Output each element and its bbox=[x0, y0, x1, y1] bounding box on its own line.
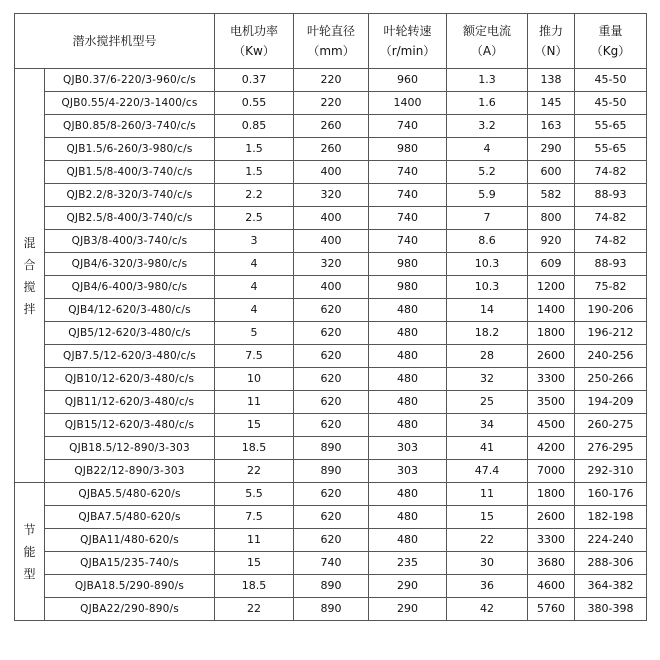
diameter-cell: 320 bbox=[294, 253, 369, 276]
diameter-cell: 620 bbox=[294, 391, 369, 414]
table-row bbox=[15, 483, 647, 506]
weight-cell: 288-306 bbox=[575, 552, 647, 575]
model-cell: QJB4/12-620/3-480/c/s bbox=[45, 299, 215, 322]
diameter-cell: 220 bbox=[294, 69, 369, 92]
power-cell: 15 bbox=[215, 414, 294, 437]
model-cell: QJB2.2/8-320/3-740/c/s bbox=[45, 184, 215, 207]
current-cell: 42 bbox=[447, 598, 528, 621]
power-cell: 0.85 bbox=[215, 115, 294, 138]
current-cell: 32 bbox=[447, 368, 528, 391]
table-row bbox=[15, 414, 647, 437]
weight-cell: 276-295 bbox=[575, 437, 647, 460]
table-row bbox=[15, 184, 647, 207]
current-cell: 4 bbox=[447, 138, 528, 161]
power-cell: 18.5 bbox=[215, 575, 294, 598]
current-cell: 18.2 bbox=[447, 322, 528, 345]
speed-cell: 480 bbox=[369, 529, 447, 552]
current-cell: 1.3 bbox=[447, 69, 528, 92]
thrust-cell: 2600 bbox=[528, 506, 575, 529]
table-row bbox=[15, 161, 647, 184]
weight-cell: 182-198 bbox=[575, 506, 647, 529]
power-cell: 4 bbox=[215, 276, 294, 299]
header-current-unit: （A） bbox=[470, 44, 504, 58]
table-row bbox=[15, 276, 647, 299]
category-cell bbox=[15, 483, 45, 621]
current-cell: 10.3 bbox=[447, 253, 528, 276]
power-cell: 22 bbox=[215, 460, 294, 483]
thrust-cell: 4500 bbox=[528, 414, 575, 437]
model-cell: QJB3/8-400/3-740/c/s bbox=[45, 230, 215, 253]
power-cell: 18.5 bbox=[215, 437, 294, 460]
speed-cell: 290 bbox=[369, 575, 447, 598]
table-row bbox=[15, 69, 647, 92]
thrust-cell: 3680 bbox=[528, 552, 575, 575]
header-power-name: 电机功率 bbox=[230, 24, 279, 38]
thrust-cell: 800 bbox=[528, 207, 575, 230]
thrust-cell: 4600 bbox=[528, 575, 575, 598]
speed-cell: 980 bbox=[369, 253, 447, 276]
weight-cell: 196-212 bbox=[575, 322, 647, 345]
category-char: 搅 bbox=[23, 279, 36, 294]
thrust-cell: 145 bbox=[528, 92, 575, 115]
diameter-cell: 890 bbox=[294, 437, 369, 460]
header-speed-unit: （r/min） bbox=[379, 44, 436, 58]
power-cell: 11 bbox=[215, 529, 294, 552]
power-cell: 2.2 bbox=[215, 184, 294, 207]
weight-cell: 88-93 bbox=[575, 184, 647, 207]
table-row bbox=[15, 552, 647, 575]
speed-cell: 480 bbox=[369, 322, 447, 345]
thrust-cell: 1200 bbox=[528, 276, 575, 299]
model-cell: QJBA15/235-740/s bbox=[45, 552, 215, 575]
table-row bbox=[15, 391, 647, 414]
model-cell: QJB0.37/6-220/3-960/c/s bbox=[45, 69, 215, 92]
speed-cell: 303 bbox=[369, 460, 447, 483]
table-row bbox=[15, 598, 647, 621]
weight-cell: 88-93 bbox=[575, 253, 647, 276]
diameter-cell: 400 bbox=[294, 276, 369, 299]
power-cell: 5 bbox=[215, 322, 294, 345]
header-diameter bbox=[294, 14, 369, 69]
model-cell: QJB18.5/12-890/3-303 bbox=[45, 437, 215, 460]
power-cell: 5.5 bbox=[215, 483, 294, 506]
thrust-cell: 138 bbox=[528, 69, 575, 92]
weight-cell: 45-50 bbox=[575, 92, 647, 115]
table-row bbox=[15, 368, 647, 391]
thrust-cell: 290 bbox=[528, 138, 575, 161]
weight-cell: 74-82 bbox=[575, 207, 647, 230]
diameter-cell: 620 bbox=[294, 345, 369, 368]
current-cell: 1.6 bbox=[447, 92, 528, 115]
header-speed bbox=[369, 14, 447, 69]
weight-cell: 55-65 bbox=[575, 138, 647, 161]
thrust-cell: 5760 bbox=[528, 598, 575, 621]
weight-cell: 292-310 bbox=[575, 460, 647, 483]
weight-cell: 194-209 bbox=[575, 391, 647, 414]
model-cell: QJBA5.5/480-620/s bbox=[45, 483, 215, 506]
model-cell: QJB0.85/8-260/3-740/c/s bbox=[45, 115, 215, 138]
model-cell: QJB15/12-620/3-480/c/s bbox=[45, 414, 215, 437]
model-cell: QJB4/6-400/3-980/c/s bbox=[45, 276, 215, 299]
speed-cell: 290 bbox=[369, 598, 447, 621]
header-weight-name: 重量 bbox=[598, 24, 623, 38]
model-cell: QJB1.5/8-400/3-740/c/s bbox=[45, 161, 215, 184]
power-cell: 1.5 bbox=[215, 138, 294, 161]
diameter-cell: 890 bbox=[294, 598, 369, 621]
table-row bbox=[15, 92, 647, 115]
header-thrust bbox=[528, 14, 575, 69]
current-cell: 8.6 bbox=[447, 230, 528, 253]
power-cell: 7.5 bbox=[215, 345, 294, 368]
table-row bbox=[15, 345, 647, 368]
table-row bbox=[15, 115, 647, 138]
speed-cell: 1400 bbox=[369, 92, 447, 115]
power-cell: 7.5 bbox=[215, 506, 294, 529]
speed-cell: 740 bbox=[369, 230, 447, 253]
header-model-label: 潜水搅拌机型号 bbox=[72, 34, 157, 48]
table-row bbox=[15, 437, 647, 460]
diameter-cell: 400 bbox=[294, 161, 369, 184]
model-cell: QJBA7.5/480-620/s bbox=[45, 506, 215, 529]
weight-cell: 74-82 bbox=[575, 161, 647, 184]
diameter-cell: 620 bbox=[294, 322, 369, 345]
thrust-cell: 609 bbox=[528, 253, 575, 276]
header-model bbox=[15, 14, 215, 69]
table-row bbox=[15, 253, 647, 276]
model-cell: QJB2.5/8-400/3-740/c/s bbox=[45, 207, 215, 230]
diameter-cell: 260 bbox=[294, 138, 369, 161]
diameter-cell: 400 bbox=[294, 230, 369, 253]
speed-cell: 480 bbox=[369, 414, 447, 437]
model-cell: QJBA22/290-890/s bbox=[45, 598, 215, 621]
header-power bbox=[215, 14, 294, 69]
table-row bbox=[15, 529, 647, 552]
current-cell: 47.4 bbox=[447, 460, 528, 483]
power-cell: 4 bbox=[215, 253, 294, 276]
current-cell: 10.3 bbox=[447, 276, 528, 299]
speed-cell: 740 bbox=[369, 207, 447, 230]
current-cell: 34 bbox=[447, 414, 528, 437]
power-cell: 22 bbox=[215, 598, 294, 621]
model-cell: QJB1.5/6-260/3-980/c/s bbox=[45, 138, 215, 161]
model-cell: QJB4/6-320/3-980/c/s bbox=[45, 253, 215, 276]
thrust-cell: 1800 bbox=[528, 483, 575, 506]
diameter-cell: 620 bbox=[294, 368, 369, 391]
weight-cell: 380-398 bbox=[575, 598, 647, 621]
thrust-cell: 3500 bbox=[528, 391, 575, 414]
category-char: 拌 bbox=[23, 301, 36, 316]
speed-cell: 980 bbox=[369, 276, 447, 299]
thrust-cell: 7000 bbox=[528, 460, 575, 483]
model-cell: QJB11/12-620/3-480/c/s bbox=[45, 391, 215, 414]
model-cell: QJBA18.5/290-890/s bbox=[45, 575, 215, 598]
thrust-cell: 600 bbox=[528, 161, 575, 184]
thrust-cell: 3300 bbox=[528, 368, 575, 391]
thrust-cell: 163 bbox=[528, 115, 575, 138]
thrust-cell: 4200 bbox=[528, 437, 575, 460]
speed-cell: 740 bbox=[369, 115, 447, 138]
diameter-cell: 220 bbox=[294, 92, 369, 115]
power-cell: 0.37 bbox=[215, 69, 294, 92]
table-row bbox=[15, 207, 647, 230]
power-cell: 11 bbox=[215, 391, 294, 414]
speed-cell: 480 bbox=[369, 368, 447, 391]
current-cell: 25 bbox=[447, 391, 528, 414]
category-char: 混 bbox=[23, 235, 36, 250]
table-row bbox=[15, 299, 647, 322]
power-cell: 1.5 bbox=[215, 161, 294, 184]
speed-cell: 480 bbox=[369, 299, 447, 322]
diameter-cell: 260 bbox=[294, 115, 369, 138]
thrust-cell: 920 bbox=[528, 230, 575, 253]
model-cell: QJB0.55/4-220/3-1400/cs bbox=[45, 92, 215, 115]
speed-cell: 480 bbox=[369, 345, 447, 368]
speed-cell: 740 bbox=[369, 184, 447, 207]
weight-cell: 74-82 bbox=[575, 230, 647, 253]
header-current-name: 额定电流 bbox=[463, 24, 512, 38]
speed-cell: 480 bbox=[369, 483, 447, 506]
diameter-cell: 740 bbox=[294, 552, 369, 575]
current-cell: 5.9 bbox=[447, 184, 528, 207]
table-row bbox=[15, 322, 647, 345]
power-cell: 2.5 bbox=[215, 207, 294, 230]
diameter-cell: 620 bbox=[294, 506, 369, 529]
spec-body bbox=[15, 69, 647, 621]
current-cell: 41 bbox=[447, 437, 528, 460]
speed-cell: 480 bbox=[369, 506, 447, 529]
weight-cell: 55-65 bbox=[575, 115, 647, 138]
header-diameter-unit: （mm） bbox=[307, 44, 355, 58]
model-cell: QJB22/12-890/3-303 bbox=[45, 460, 215, 483]
table-row bbox=[15, 460, 647, 483]
current-cell: 7 bbox=[447, 207, 528, 230]
weight-cell: 260-275 bbox=[575, 414, 647, 437]
current-cell: 28 bbox=[447, 345, 528, 368]
model-cell: QJB7.5/12-620/3-480/c/s bbox=[45, 345, 215, 368]
power-cell: 10 bbox=[215, 368, 294, 391]
category-char: 型 bbox=[23, 566, 36, 581]
weight-cell: 160-176 bbox=[575, 483, 647, 506]
header-weight bbox=[575, 14, 647, 69]
weight-cell: 250-266 bbox=[575, 368, 647, 391]
weight-cell: 75-82 bbox=[575, 276, 647, 299]
weight-cell: 45-50 bbox=[575, 69, 647, 92]
category-char: 能 bbox=[23, 544, 36, 559]
speed-cell: 480 bbox=[369, 391, 447, 414]
power-cell: 3 bbox=[215, 230, 294, 253]
diameter-cell: 620 bbox=[294, 529, 369, 552]
thrust-cell: 1800 bbox=[528, 322, 575, 345]
current-cell: 3.2 bbox=[447, 115, 528, 138]
speed-cell: 980 bbox=[369, 138, 447, 161]
header-diameter-name: 叶轮直径 bbox=[307, 24, 356, 38]
diameter-cell: 890 bbox=[294, 575, 369, 598]
thrust-cell: 582 bbox=[528, 184, 575, 207]
current-cell: 5.2 bbox=[447, 161, 528, 184]
table-row bbox=[15, 230, 647, 253]
speed-cell: 960 bbox=[369, 69, 447, 92]
power-cell: 15 bbox=[215, 552, 294, 575]
speed-cell: 235 bbox=[369, 552, 447, 575]
weight-cell: 224-240 bbox=[575, 529, 647, 552]
power-cell: 0.55 bbox=[215, 92, 294, 115]
thrust-cell: 1400 bbox=[528, 299, 575, 322]
diameter-cell: 400 bbox=[294, 207, 369, 230]
speed-cell: 740 bbox=[369, 161, 447, 184]
category-char: 合 bbox=[23, 257, 36, 272]
current-cell: 22 bbox=[447, 529, 528, 552]
header-weight-unit: （Kg） bbox=[590, 44, 631, 58]
power-cell: 4 bbox=[215, 299, 294, 322]
header-speed-name: 叶轮转速 bbox=[383, 24, 432, 38]
model-cell: QJB5/12-620/3-480/c/s bbox=[45, 322, 215, 345]
table-row bbox=[15, 575, 647, 598]
speed-cell: 303 bbox=[369, 437, 447, 460]
header-row bbox=[15, 14, 647, 69]
diameter-cell: 620 bbox=[294, 299, 369, 322]
thrust-cell: 3300 bbox=[528, 529, 575, 552]
category-char: 节 bbox=[23, 522, 36, 537]
diameter-cell: 890 bbox=[294, 460, 369, 483]
diameter-cell: 620 bbox=[294, 414, 369, 437]
current-cell: 11 bbox=[447, 483, 528, 506]
table-row bbox=[15, 506, 647, 529]
spec-table bbox=[14, 13, 647, 621]
header-thrust-unit: （N） bbox=[534, 44, 568, 58]
thrust-cell: 2600 bbox=[528, 345, 575, 368]
weight-cell: 240-256 bbox=[575, 345, 647, 368]
weight-cell: 364-382 bbox=[575, 575, 647, 598]
current-cell: 36 bbox=[447, 575, 528, 598]
current-cell: 15 bbox=[447, 506, 528, 529]
header-thrust-name: 推力 bbox=[539, 24, 564, 38]
table-row bbox=[15, 138, 647, 161]
diameter-cell: 320 bbox=[294, 184, 369, 207]
weight-cell: 190-206 bbox=[575, 299, 647, 322]
diameter-cell: 620 bbox=[294, 483, 369, 506]
header-power-unit: （Kw） bbox=[233, 44, 275, 58]
category-cell bbox=[15, 69, 45, 483]
current-cell: 14 bbox=[447, 299, 528, 322]
current-cell: 30 bbox=[447, 552, 528, 575]
model-cell: QJB10/12-620/3-480/c/s bbox=[45, 368, 215, 391]
model-cell: QJBA11/480-620/s bbox=[45, 529, 215, 552]
header-current bbox=[447, 14, 528, 69]
